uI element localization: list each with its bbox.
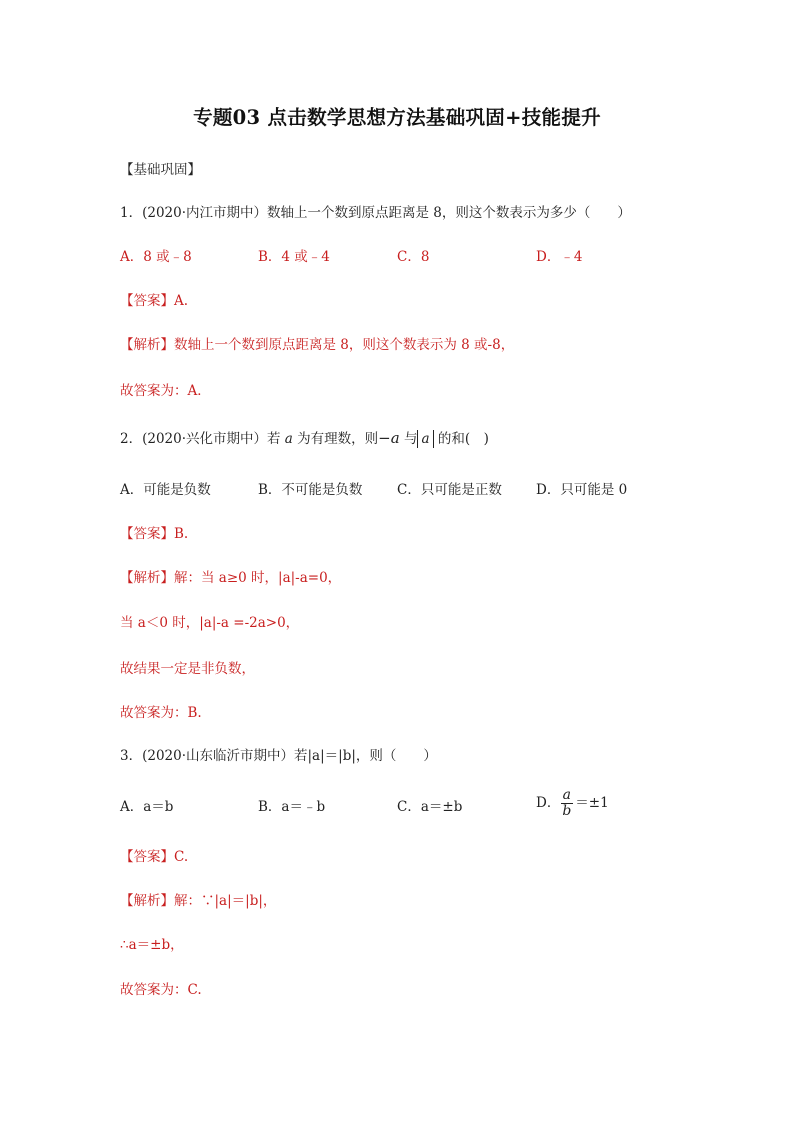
- q3-option-d-tail: ＝±1: [575, 795, 609, 811]
- q2-neg-a: −a: [378, 429, 400, 447]
- q1-option-b: B．4 或﹣4: [258, 249, 330, 265]
- q2-stem-part: 2．(2020·兴化市期中）若: [120, 431, 285, 447]
- q1-option-d: D．﹣4: [536, 249, 583, 265]
- q2-var-a: a: [284, 431, 293, 447]
- q2-abs-a: a: [417, 430, 433, 448]
- q2-stem-part: 为有理数，则: [292, 431, 379, 447]
- fraction-denominator: b: [562, 803, 572, 819]
- q3-option-b: B．a＝﹣b: [258, 799, 326, 815]
- q2-option-a: A．可能是负数: [120, 482, 211, 498]
- q1-option-c: C．8: [397, 249, 430, 265]
- q1-answer: 【答案】A.: [120, 293, 189, 309]
- q2-analysis-line: 当 a＜0 时，|a|-a =-2a>0，: [120, 615, 300, 631]
- q3-analysis-line: ∴a＝±b，: [120, 937, 184, 953]
- q1-analysis-line: 故答案为：A．: [120, 383, 211, 399]
- q3-option-c: C．a＝±b: [397, 799, 463, 815]
- q3-option-d-fraction: [560, 788, 573, 819]
- q3-option-d-label: D．: [536, 795, 561, 811]
- page-title: 专题03 点击数学思想方法基础巩固+技能提升: [193, 106, 601, 129]
- fraction-numerator: a: [562, 787, 571, 803]
- q2-analysis-line: 【解析】解：当 a≥0 时，|a|-a=0，: [120, 570, 342, 586]
- question-2-stem: [120, 428, 489, 449]
- q2-stem-part: 与: [399, 431, 418, 447]
- q3-analysis-line: 【解析】解：∵|a|＝|b|，: [120, 893, 277, 909]
- q2-stem-part: 的和( ): [433, 431, 489, 447]
- q3-answer: 【答案】C.: [120, 849, 189, 865]
- q3-option-a: A．a＝b: [120, 799, 174, 815]
- q2-option-b: B．不可能是负数: [258, 482, 363, 498]
- q3-analysis-line: 故答案为：C.: [120, 982, 202, 998]
- q2-analysis-line: 故答案为：B.: [120, 705, 202, 721]
- q1-option-a: A．8 或﹣8: [120, 249, 192, 265]
- q3-option-d: [536, 788, 609, 819]
- question-1-stem: 1．(2020·内江市期中）数轴上一个数到原点距离是 8，则这个数表示为多少（ ）: [120, 205, 631, 221]
- q2-analysis-line: 故结果一定是非负数，: [120, 661, 255, 677]
- q1-analysis-line: 【解析】数轴上一个数到原点距离是 8，则这个数表示为 8 或-8，: [120, 337, 515, 353]
- q2-option-d: D．只可能是 0: [536, 482, 628, 498]
- q2-answer: 【答案】B.: [120, 526, 189, 542]
- q2-option-c: C．只可能是正数: [397, 482, 502, 498]
- section-heading: 【基础巩固】: [120, 162, 201, 178]
- question-3-stem: 3．(2020·山东临沂市期中）若|a|＝|b|，则（ ）: [120, 748, 437, 764]
